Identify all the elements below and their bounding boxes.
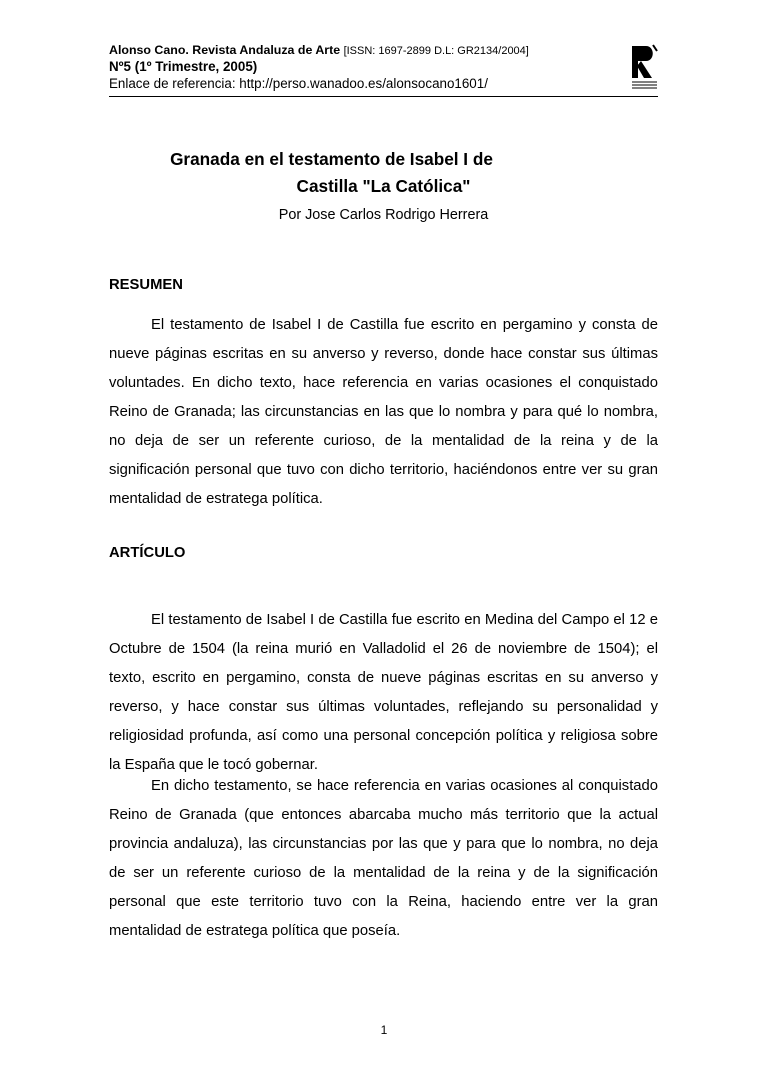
journal-logo-icon — [628, 44, 662, 92]
resumen-paragraph: El testamento de Isabel I de Castilla fue escrito en pergamino y consta de nueve páginas escritas en su anverso y reverso, donde hace constar sus últimas voluntades. En dicho texto, hace referencia en varias ocasiones el conquistado Reino de Granada; las circunstancias en las que lo nombra y para qué lo nombra, no deja de ser un referente curioso, de la mentalidad de la reina y de la significación personal que tuvo con dicho territorio, haciéndonos entre ver su gran mentalidad de estratega política. — [109, 317, 658, 507]
article-title — [109, 146, 658, 200]
journal-line — [109, 42, 619, 59]
section-heading-articulo: ARTÍCULO — [109, 545, 186, 561]
article-author: Por Jose Carlos Rodrigo Herrera — [278, 207, 489, 223]
title-block — [109, 146, 658, 225]
section-heading-resumen: RESUMEN — [109, 277, 183, 293]
article-title-line2: Castilla "La Católica" — [296, 176, 471, 196]
page-number: 1 — [380, 1023, 388, 1037]
header-divider — [109, 96, 658, 97]
journal-issn: [ISSN: 1697-2899 D.L: GR2134/2004] — [343, 45, 529, 57]
page-header — [109, 42, 619, 92]
article-title-line1: Granada en el testamento de Isabel I de — [170, 149, 493, 169]
journal-name: Alonso Cano. Revista Andaluza de Arte — [109, 43, 341, 57]
reference-link[interactable]: Enlace de referencia: http://perso.wanadoo.es/alonsocano1601/ — [109, 76, 488, 91]
articulo-paragraph-1: El testamento de Isabel I de Castilla fue escrito en Medina del Campo el 12 e Octubre de 1504 (la reina murió en Valladolid el 26 de noviembre de 1504); el texto, escrito en pergamino, consta de nueve páginas escritas en su anverso y reverso, y hace constar sus últimas voluntades, reflejando su personalidad y religiosidad profunda, así como una personal concepción política y religiosa sobre la España que le tocó gobernar. — [109, 612, 658, 773]
journal-issue: Nº5 (1º Trimestre, 2005) — [109, 59, 258, 74]
articulo-paragraph-2: En dicho testamento, se hace referencia en varias ocasiones al conquistado Reino de Granada (que entonces abarcaba mucho más territorio que la actual provincia andaluza), las circunstancias por las que y para que lo nombra, no deja de ser un referente curioso de la mentalidad de la reina y de la significación personal que este territorio tuvo con la Reina, haciendo entre ver la gran mentalidad de estratega política que poseía. — [109, 778, 658, 939]
